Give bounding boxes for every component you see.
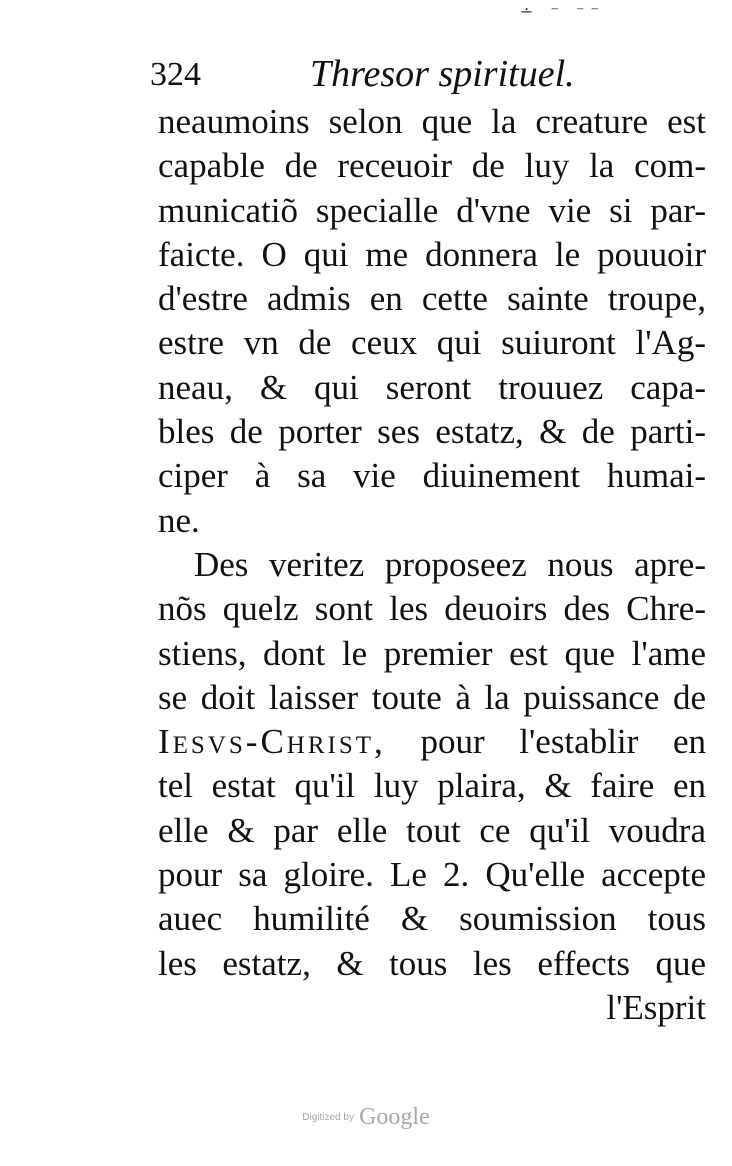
text-line: elle & par elle tout ce qu'il voudra [158, 810, 706, 850]
body-text [158, 100, 706, 1030]
running-title: Thresor spirituel. [310, 53, 575, 95]
text-line: ciper à sa vie diuinement humai- [158, 456, 706, 496]
text-line: pour sa gloire. Le 2. Qu'elle accepte [158, 855, 706, 895]
text-line: municatiõ specialle d'vne vie si par- [158, 190, 706, 230]
paragraph-start-line: Des veritez proposeez nous apre- [194, 544, 706, 584]
text-line: nõs quelz sont les deuoirs des Chre- [158, 589, 706, 629]
jesus-christ-name: Iesvs-Christ, [158, 722, 386, 762]
text-line: faicte. O qui me donnera le pouuoir [158, 234, 706, 274]
digitized-by-label: Digitized by [302, 1112, 354, 1123]
text-line: les estatz, & tous les effects que [158, 943, 706, 983]
text-line: se doit laisser toute à la puissance de [158, 677, 706, 717]
text-line: d'estre admis en cette sainte troupe, [158, 279, 706, 319]
text-line: neaumoins selon que la creature est [158, 102, 706, 141]
text-line: auec humilité & soumission tous [158, 899, 706, 939]
google-logo: Google [359, 1104, 430, 1130]
text-line: stiens, dont le premier est que l'ame [158, 633, 706, 673]
text-line: capable de receuoir de luy la com- [158, 146, 706, 186]
page-number: 324 [150, 56, 201, 93]
catchword: l'Esprit [606, 987, 706, 1027]
text-line: bles de porter ses estatz, & de parti- [158, 412, 706, 452]
top-margin-marks: ∸ ⁻ ⁻⁻ [520, 2, 605, 21]
google-watermark [0, 1104, 732, 1131]
text-line: ne. [158, 500, 200, 540]
running-head [150, 52, 710, 96]
text-line: estre vn de ceux qui suiuront l'Ag- [158, 323, 706, 363]
text-line: neau, & qui seront trouuez capa- [158, 367, 706, 407]
text-line: tel estat qu'il luy plaira, & faire en [158, 766, 706, 806]
text-line-jesus-christ [158, 720, 706, 764]
text-line-rest: pour l'establir en [420, 722, 706, 762]
